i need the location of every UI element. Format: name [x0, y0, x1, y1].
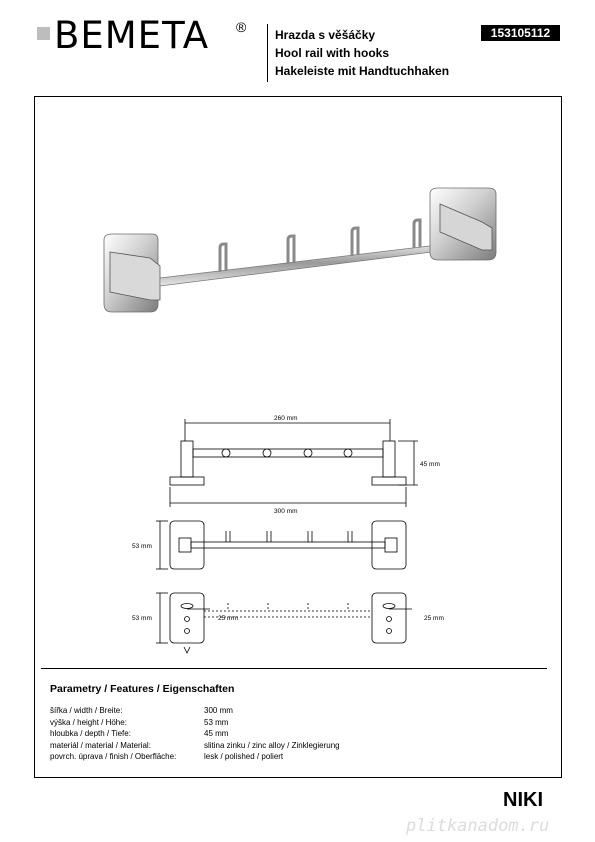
feature-row-height — [50, 717, 340, 729]
registered-mark: ® — [236, 19, 247, 35]
product-code-badge: 153105112 — [481, 25, 560, 41]
product-titles — [275, 26, 449, 80]
dim-label-53-front: 53 mm — [132, 543, 152, 550]
feature-label: materiál / material / Material: — [50, 740, 151, 750]
feature-row-material — [50, 740, 340, 752]
feature-row-depth — [50, 728, 340, 740]
header-divider — [267, 24, 268, 82]
feature-label: povrch. úprava / finish / Oberfläche: — [50, 752, 177, 761]
feature-label: hloubka / depth / Tiefe: — [50, 729, 131, 738]
features-title: Parametry / Features / Eigenschaften — [50, 683, 235, 695]
feature-row-finish — [50, 751, 340, 763]
feature-row-width — [50, 705, 340, 717]
technical-drawings — [132, 405, 450, 665]
feature-value: 45 mm — [204, 729, 229, 738]
dim-label-300: 300 mm — [274, 508, 298, 515]
dim-label-25-left: 25 mm — [218, 615, 238, 622]
dim-label-260: 260 mm — [274, 415, 298, 422]
product-name: NIKI — [503, 789, 543, 811]
features-table — [50, 705, 340, 763]
dim-label-53-mount: 53 mm — [132, 615, 152, 622]
feature-value: 300 mm — [204, 706, 233, 715]
feature-label: výška / height / Höhe: — [50, 717, 127, 727]
title-czech: Hrazda s věšáčky — [275, 28, 376, 42]
dim-label-25-right: 25 mm — [424, 615, 444, 622]
feature-label: šířka / width / Breite: — [50, 706, 123, 715]
feature-value: lesk / polished / poliert — [204, 752, 284, 761]
logo-square-mark — [37, 27, 50, 40]
title-english: Hool rail with hooks — [275, 46, 390, 60]
feature-value: 53 mm — [204, 717, 229, 727]
feature-value: slitina zinku / zinc alloy / Zinklegierung — [204, 740, 340, 750]
section-separator — [41, 668, 547, 669]
title-german: Hakeleiste mit Handtuchhaken — [275, 64, 450, 78]
dim-label-45: 45 mm — [420, 461, 440, 468]
site-watermark: plitkanadom.ru — [406, 816, 550, 836]
product-photo — [100, 182, 500, 322]
brand-logo: BEMETA — [54, 14, 210, 57]
